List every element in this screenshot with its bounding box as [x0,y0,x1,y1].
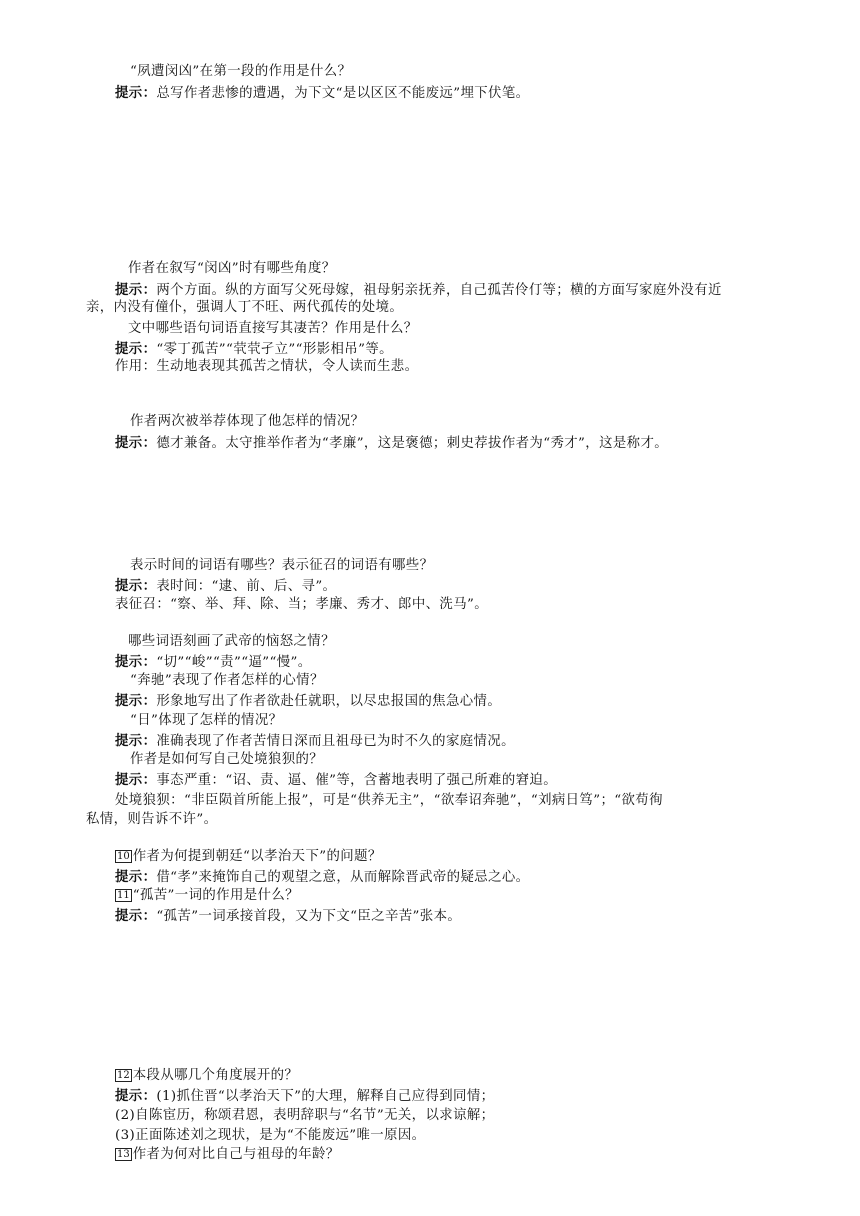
hint-text: 形象地写出了作者欲赴任就职，以尽忠报国的焦急心情。 [156,694,502,709]
hint-label: 提示： [115,908,157,924]
question-10 [115,848,382,866]
question-8: “日”体现了怎样的情况？ [130,713,283,728]
question-text: “孤苦”一词的作用是什么？ [132,888,299,903]
hint-1 [115,84,529,103]
hint-8 [115,732,515,751]
question-5: 表示时间的词语有哪些？表示征召的词语有哪些？ [130,558,434,573]
hint-text: “孤苦”一词承接首段，又为下文“臣之辛苦”张本。 [156,909,462,924]
hint-text: 德才兼备。太守推举作者为“孝廉”，这是褒德；刺史荐拔作者为“秀才”，这是称才。 [156,436,669,451]
hint-label: 提示： [115,578,157,594]
hint-label: 提示： [115,693,157,709]
hint-label: 提示： [115,1088,157,1104]
hint-11 [115,907,461,926]
point-12-3: (3)正面陈述刘之现状，是为“不能废远”唯一原因。 [115,1128,426,1143]
hint-7 [115,692,501,711]
hint-text: 表时间：“逮、前、后、寻”。 [156,579,337,594]
hint-3 [115,340,393,359]
hint-4 [115,434,668,453]
question-3: 文中哪些语句词语直接写其凄苦？作用是什么？ [128,321,418,336]
hint-2-line-1 [115,281,722,300]
hint-6 [115,653,312,672]
hint-text: 两个方面。纵的方面写父死母嫁，祖母躬亲抚养，自己孤苦伶仃等；横的方面写家庭外没有近 [156,283,722,298]
point-12-2: (2)自陈宦历，称颂君恩，表明辞职与“名节”无关，以求谅解； [115,1108,495,1123]
question-7: “奔驰”表现了作者怎样的心情？ [130,673,324,688]
effect-3: 作用：生动地表现其孤苦之情状，令人读而生悲。 [115,359,419,374]
hint-label: 提示： [115,654,157,670]
hint-12 [115,1087,494,1106]
hint-label: 提示： [115,733,157,749]
extra-9-line-2: 私情，则告诉不许”。 [86,812,218,827]
question-6: 哪些词语刻画了武帝的恼怒之情？ [128,634,335,649]
hint-text: 借“孝”来掩饰自己的观望之意，从而解除晋武帝的疑忌之心。 [156,870,530,885]
question-text: 作者为何提到朝廷“以孝治天下”的问题？ [132,849,382,864]
question-13 [115,1146,340,1164]
question-number-box: 10 [117,851,130,862]
hint-label: 提示： [115,341,157,357]
extra-5: 表征召：“察、举、拜、除、当；孝廉、秀才、郎中、洗马”。 [115,597,489,612]
question-2: 作者在叙写“闵凶”时有哪些角度？ [128,261,336,276]
hint-text: 总写作者悲惨的遭遇，为下文“是以区区不能废远”埋下伏笔。 [156,86,530,101]
question-number-box: 13 [117,1149,130,1160]
question-9: 作者是如何写自己处境狼狈的？ [130,752,324,767]
question-1: “夙遭闵凶”在第一段的作用是什么？ [130,64,352,79]
hint-text: “零丁孤苦”“茕茕孑立”“形影相吊”等。 [156,342,393,357]
hint-text: (1)抓住晋“以孝治天下”的大理，解释自己应得到同情； [156,1089,495,1104]
hint-text: 准确表现了作者苦情日深而且祖母已为时不久的家庭情况。 [156,734,515,749]
question-12 [115,1067,298,1085]
question-text: 本段从哪几个角度展开的？ [132,1068,299,1083]
hint-label: 提示： [115,85,157,101]
hint-5 [115,577,336,596]
hint-label: 提示： [115,772,157,788]
question-4: 作者两次被举荐体现了他怎样的情况？ [130,414,365,429]
hint-2-line-2: 亲，内没有僮仆，强调人丁不旺、两代孤传的处境。 [86,300,404,315]
question-number-box: 12 [117,1070,130,1081]
hint-text: 事态严重：“诏、责、逼、催”等，含蓄地表明了强己所难的窘迫。 [156,773,558,788]
question-11 [115,887,299,905]
question-text: 作者为何对比自己与祖母的年龄？ [132,1147,340,1162]
hint-label: 提示： [115,435,157,451]
hint-text: “切”“峻”“责”“逼”“慢”。 [156,655,312,670]
hint-label: 提示： [115,282,157,298]
hint-10 [115,868,529,887]
question-number-box: 11 [117,890,130,901]
hint-9 [115,771,557,790]
hint-label: 提示： [115,869,157,885]
extra-9-line-1: 处境狼狈：“非臣陨首所能上报”，可是“供养无主”，“欲奉诏奔驰”，“刘病日笃”；“欲苟徇 [115,793,663,808]
